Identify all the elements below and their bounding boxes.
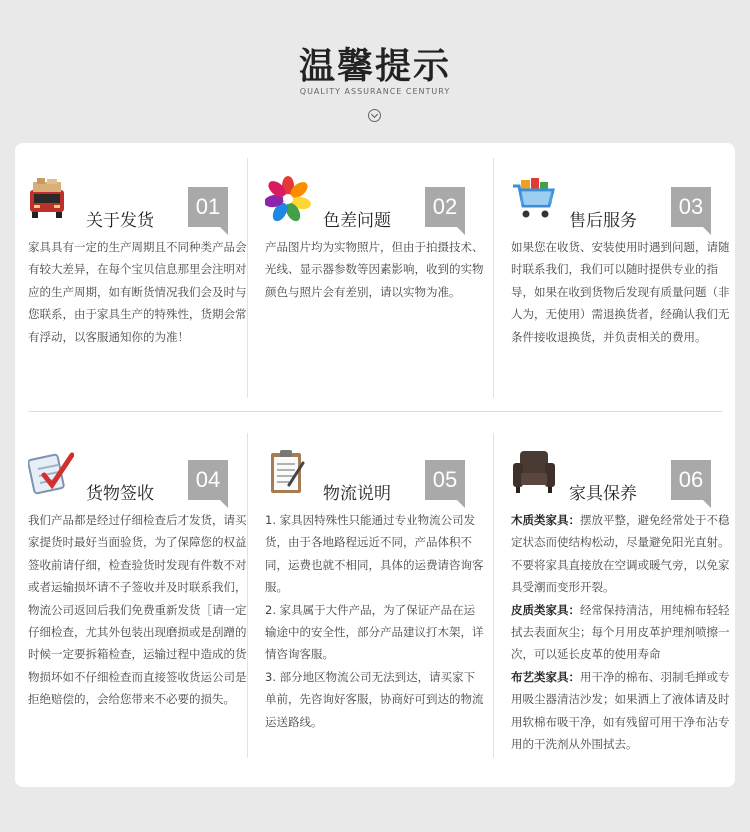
section-number-badge: 04: [188, 460, 228, 500]
info-card: [15, 143, 735, 787]
section-text: 产品图片均为实物照片，但由于拍摄技术、光线、显示器参数等因素影响，收到的实物颜色与照片会有差别，请以实物为准。: [265, 240, 484, 299]
section-title: 关于发货: [86, 211, 154, 231]
section-number-badge: 02: [425, 187, 465, 227]
section-title: 货物签收: [86, 484, 154, 504]
chevron-down-icon[interactable]: [368, 109, 381, 122]
list-item: 2. 家具属于大件产品，为了保证产品在运输途中的安全性，部分产品建议打木架，详情咨询客服。: [265, 602, 484, 662]
page-header: [0, 0, 750, 140]
clipboard-icon: [265, 449, 311, 495]
row-divider: [28, 411, 722, 412]
section-title: 售后服务: [569, 211, 637, 231]
section-text: 家具具有一定的生产周期且不同种类产品会有较大差异，在每个宝贝信息那里会注明对应的生产周期，如有断货情况我们会及时与您联系，由于家具生产的特殊性，货期会常有浮动，以客服通知你的为准！: [28, 240, 247, 344]
section-number-badge: 01: [188, 187, 228, 227]
list-item: 3. 部分地区物流公司无法到达，请买家下单前，先咨询好客服，协商好可到达的物流运送路线。: [265, 669, 484, 729]
armchair-icon: [511, 449, 557, 495]
section-title: 家具保养: [569, 484, 637, 504]
column-divider: [493, 158, 494, 398]
section-number-badge: 06: [671, 460, 711, 500]
list-item: [511, 666, 731, 756]
page-subtitle: QUALITY ASSURANCE CENTURY: [299, 87, 451, 96]
item-label: 布艺类家具：: [511, 669, 580, 684]
item-text: 用干净的棉布、羽制毛掸或专用吸尘器清洁沙发；如果洒上了液体请及时用软棉布吸干净，如有残留可用干净布沾专用的干洗剂从外围拭去。: [511, 669, 730, 752]
section-list: [511, 509, 731, 755]
shopping-cart-icon: [511, 176, 557, 222]
section-text: 如果您在收货、安装使用时遇到问题，请随时联系我们，我们可以随时提供专业的指导，如果在收到货物后发现有质量问题（非人为，无使用）需退换货者，经确认我们无条件接收退换货，并负责相关的费用。: [511, 240, 730, 344]
delivery-truck-icon: [28, 176, 74, 222]
item-text: 摆放平整，避免经常处于不稳定状态而使结构松动，尽量避免阳光直射。不要将家具直接放在空调或暖气旁，以免家具受潮而变形开裂。: [511, 513, 730, 595]
column-divider: [493, 433, 494, 758]
item-label: 皮质类家具：: [511, 602, 580, 617]
section-title: 物流说明: [323, 484, 391, 504]
list-item: [511, 509, 731, 599]
page-title: 温馨提示: [298, 46, 451, 87]
section-number-badge: 03: [671, 187, 711, 227]
section-number-badge: 05: [425, 460, 465, 500]
checklist-icon: [28, 449, 74, 495]
list-item: [511, 599, 731, 666]
section-title: 色差问题: [323, 211, 391, 231]
item-text: 经常保持清洁，用纯棉布轻轻拭去表面灰尘；每个月用皮革护理剂喷擦一次，可以延长皮革的使用寿命: [511, 602, 730, 662]
color-wheel-icon: [265, 176, 311, 222]
item-label: 木质类家具：: [511, 513, 580, 527]
section-text: 我们产品都是经过仔细检查后才发货，请买家提货时最好当面验货，为了保障您的权益签收前请仔细，检查验货时发现有件数不对或者运输损坏请不子签收并及时联系我们，物流公司返回后我们免费重新发货［请一定仔细检查，尤其外包装出现磨损或是刮蹭的时候一定要拆箱检查，运输过程中造成的货物损坏如不仔细检查而直接签收货运公司是拒绝赔偿的，会给您带来不必要的损失。: [28, 513, 247, 707]
section-list: [265, 509, 485, 733]
list-item: 1. 家具因特殊性只能通过专业物流公司发货，由于各地路程远近不同，产品体积不同，运费也就不相同，具体的运费请咨询客服。: [265, 513, 484, 595]
